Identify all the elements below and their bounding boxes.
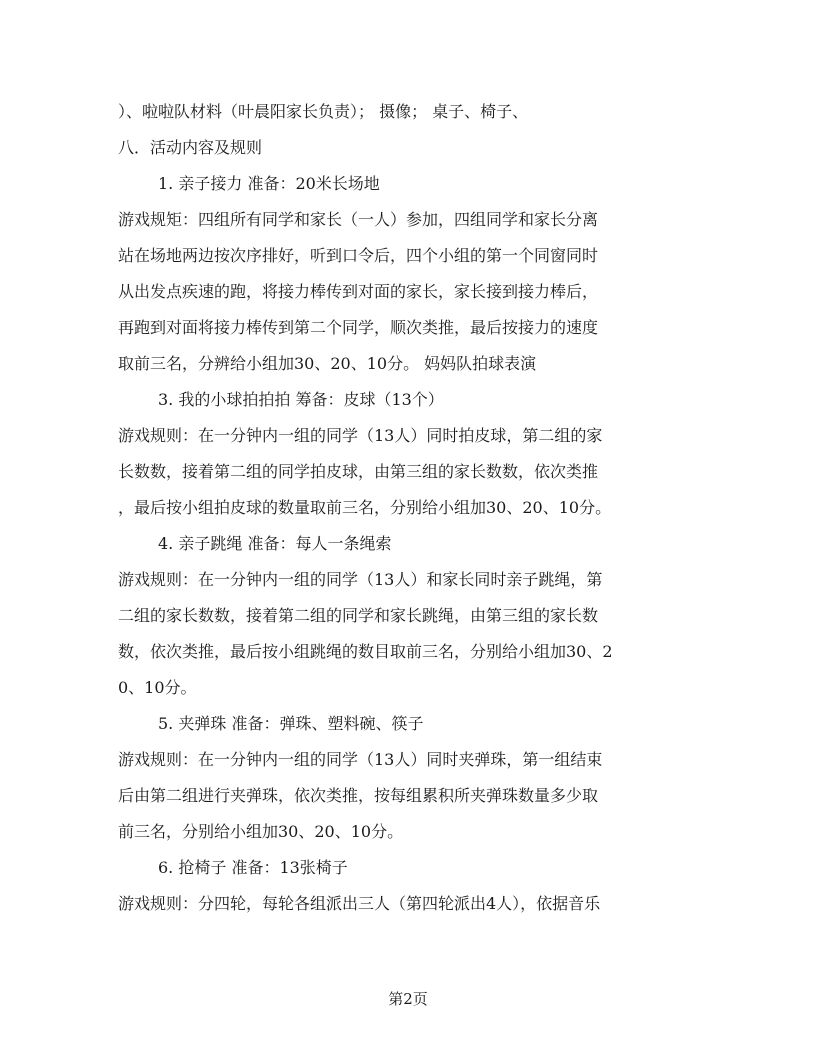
text-line: 游戏规则：在一分钟内一组的同学（13人）同时拍皮球，第二组的家 xyxy=(118,426,603,445)
text-line: 再跑到对面将接力棒传到第二个同学，顺次类推，最后按接力的速度 xyxy=(118,318,599,337)
item-heading: 5. 夹弹珠 准备：弹珠、塑料碗、筷子 xyxy=(158,714,424,733)
item-heading: 4. 亲子跳绳 准备：每人一条绳索 xyxy=(158,534,392,553)
text-line: 取前三名，分辨给小组加30、20、10分。 妈妈队拍球表演 xyxy=(118,354,537,373)
text-line: 二组的家长数数，接着第二组的同学和家长跳绳，由第三组的家长数 xyxy=(118,606,599,625)
section-heading: 八．活动内容及规则 xyxy=(118,138,263,157)
text-line: 从出发点疾速的跑，将接力棒传到对面的家长，家长接到接力棒后， xyxy=(118,282,599,301)
text-line: 0、10分。 xyxy=(118,678,197,697)
text-line: 数，依次类推，最后按小组跳绳的数目取前三名，分别给小组加30、2 xyxy=(118,642,613,661)
text-line: 站在场地两边按次序排好，听到口令后，四个小组的第一个同窗同时 xyxy=(118,246,599,265)
text-line: ，最后按小组拍皮球的数量取前三名，分别给小组加30、20、10分。 xyxy=(118,498,612,517)
text-line: 游戏规矩：四组所有同学和家长（一人）参加，四组同学和家长分离 xyxy=(118,210,599,229)
text-line: 游戏规则：在一分钟内一组的同学（13人）同时夹弹珠，第一组结束 xyxy=(118,750,603,769)
item-heading: 6. 抢椅子 准备：13张椅子 xyxy=(158,858,348,877)
text-line: 游戏规则：分四轮，每轮各组派出三人（第四轮派出4人），依据音乐 xyxy=(118,894,601,913)
item-heading: 3. 我的小球拍拍拍 筹备：皮球（13个） xyxy=(158,390,444,409)
text-line: 长数数，接着第二组的同学拍皮球，由第三组的家长数数，依次类推 xyxy=(118,462,599,481)
text-line: 游戏规则：在一分钟内一组的同学（13人）和家长同时亲子跳绳，第 xyxy=(118,570,603,589)
text-line: 后由第二组进行夹弹珠，依次类推，按每组累积所夹弹珠数量多少取 xyxy=(118,786,599,805)
text-line: ）、啦啦队材料（叶晨阳家长负责）； 摄像； 桌子、椅子、 xyxy=(118,102,529,121)
page-number: 第2页 xyxy=(388,990,428,1008)
text-line: 前三名，分别给小组加30、20、10分。 xyxy=(118,822,404,841)
item-heading: 1. 亲子接力 准备：20米长场地 xyxy=(158,174,380,193)
